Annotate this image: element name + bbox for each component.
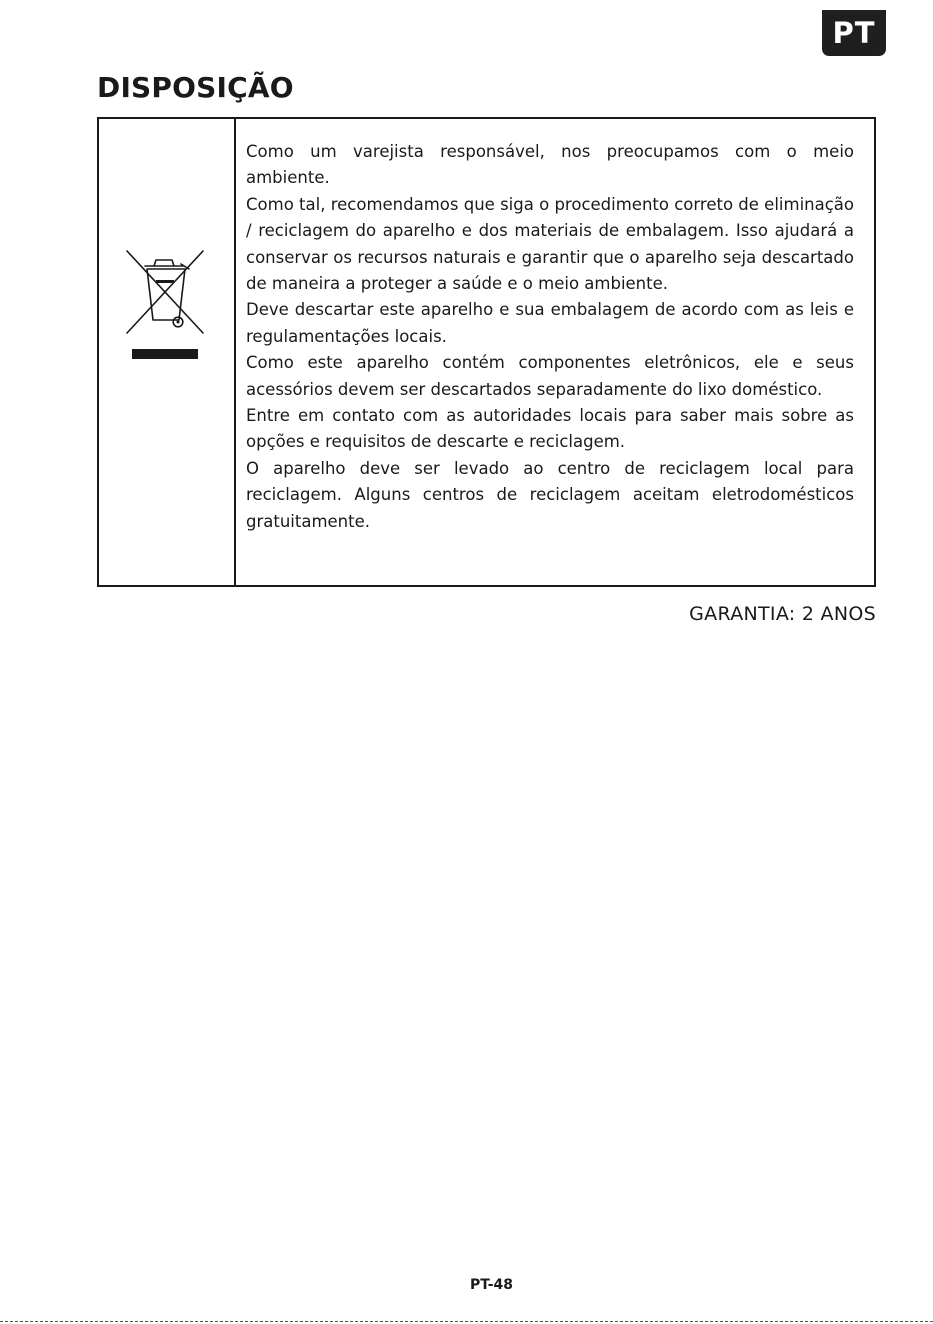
crossed-out-wheelie-bin-icon xyxy=(123,247,207,359)
paragraph-local-laws: Deve descartar este aparelho e sua embalagem de acordo com as leis e regulamentações locais. xyxy=(246,300,854,346)
language-tab: PT xyxy=(822,10,886,56)
paragraph-recycling-procedure: Como tal, recomendamos que siga o procedimento correto de eliminação / reciclagem do aparelho e dos materiais de embalagem. Isso ajudará a conservar os recursos naturais e garantir que o aparelho seja descartado de maneira a proteger a saúde e o meio ambiente. xyxy=(246,194,854,294)
paragraph-environment: Como um varejista responsável, nos preocupamos com o meio ambiente. xyxy=(246,142,854,188)
page-bottom-rule xyxy=(0,1321,933,1322)
disposal-text xyxy=(236,119,874,585)
paragraph-contact-authorities: Entre em contato com as autoridades locais para saber mais sobre as opções e requisitos de descarte e reciclagem. xyxy=(246,406,854,452)
disposal-info-box xyxy=(97,117,876,587)
page-number: PT-48 xyxy=(469,1277,514,1293)
page-title: DISPOSIÇÃO xyxy=(97,71,294,104)
warranty-text: GARANTIA: 2 ANOS xyxy=(689,603,876,625)
paragraph-recycling-centre: O aparelho deve ser levado ao centro de reciclagem local para reciclagem. Alguns centros de reciclagem aceitam eletrodomésticos gratuitamente. xyxy=(246,458,854,531)
symbol-cell xyxy=(99,119,236,585)
paragraph-electronic-components: Como este aparelho contém componentes eletrônicos, ele e seus acessórios devem ser descartados separadamente do lixo doméstico. xyxy=(246,353,854,399)
